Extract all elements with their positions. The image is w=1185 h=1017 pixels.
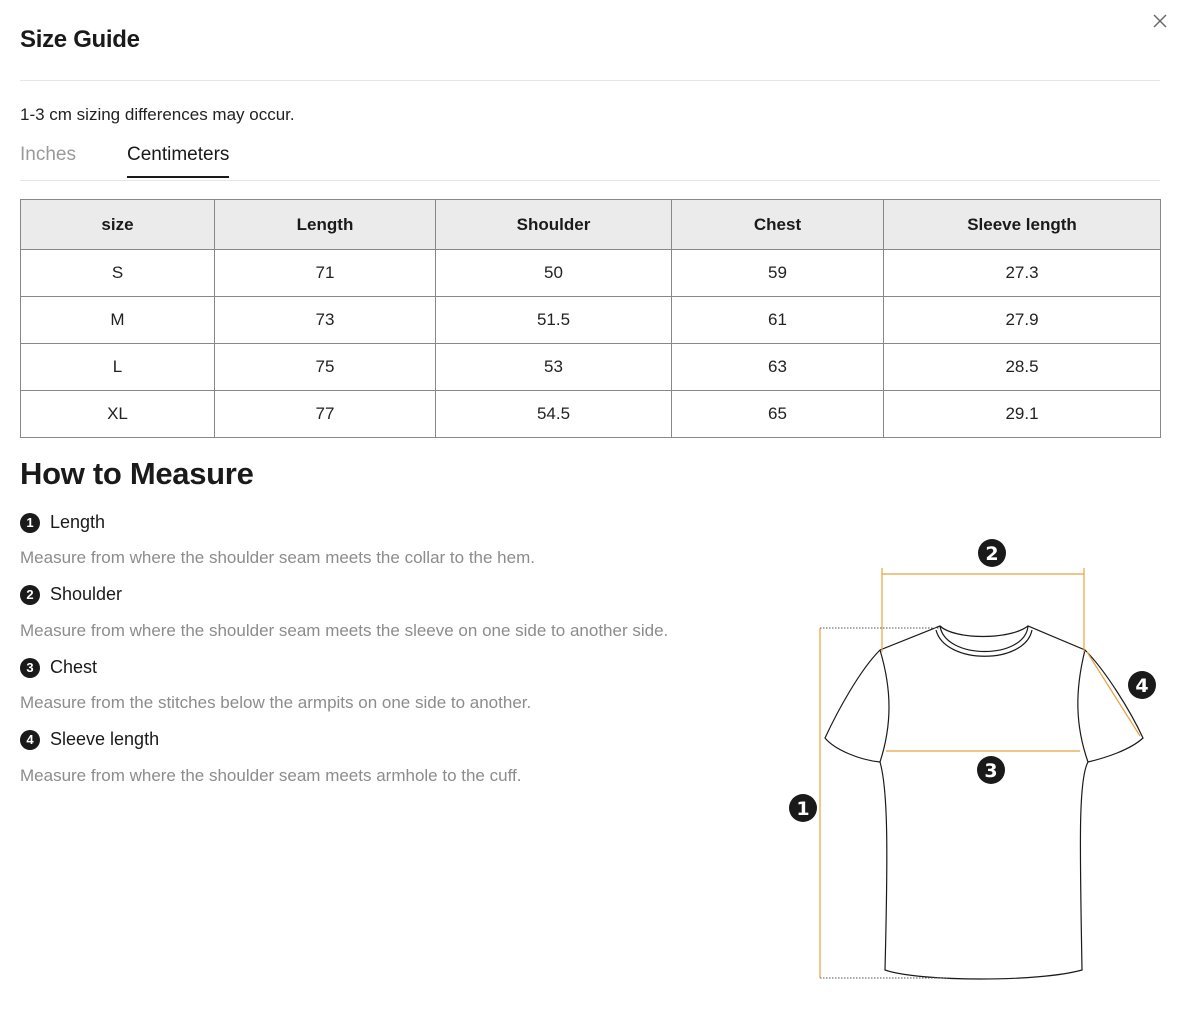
- cell-length: 77: [215, 391, 436, 438]
- cell-size: M: [21, 297, 215, 344]
- step-label: Chest: [50, 657, 98, 677]
- number-badge-icon: 3: [20, 658, 40, 678]
- step-shoulder: [20, 584, 122, 605]
- modal-title: Size Guide: [20, 26, 140, 53]
- cell-sleeve-length: 27.9: [884, 297, 1161, 344]
- diagram-label-2: [978, 539, 1006, 567]
- svg-text:4: 4: [1135, 675, 1149, 697]
- cell-size: S: [21, 250, 215, 297]
- step-length: [20, 512, 105, 533]
- cell-length: 71: [215, 250, 436, 297]
- tab-inches[interactable]: Inches: [20, 144, 76, 165]
- step-label: Sleeve length: [50, 729, 160, 749]
- header-size: size: [21, 200, 215, 250]
- svg-text:1: 1: [796, 798, 810, 820]
- table-header-row: [21, 200, 1161, 250]
- unit-tabs: [20, 144, 280, 178]
- tab-centimeters[interactable]: Centimeters: [127, 144, 229, 178]
- number-badge-icon: 2: [20, 585, 40, 605]
- diagram-label-3: [977, 756, 1005, 784]
- cell-chest: 65: [672, 391, 884, 438]
- number-badge-icon: 4: [20, 730, 40, 750]
- header-chest: Chest: [672, 200, 884, 250]
- cell-shoulder: 51.5: [436, 297, 672, 344]
- step-description: Measure from where the shoulder seam meets the collar to the hem.: [20, 548, 535, 567]
- tshirt-outline-icon: [825, 626, 1143, 979]
- step-label: Length: [50, 512, 106, 532]
- step-description: Measure from where the shoulder seam meets armhole to the cuff.: [20, 766, 522, 785]
- cell-length: 73: [215, 297, 436, 344]
- size-table: [20, 199, 1161, 438]
- cell-chest: 63: [672, 344, 884, 391]
- cell-sleeve-length: 29.1: [884, 391, 1161, 438]
- cell-chest: 59: [672, 250, 884, 297]
- svg-text:3: 3: [984, 760, 998, 782]
- svg-text:2: 2: [985, 543, 999, 565]
- cell-sleeve-length: 28.5: [884, 344, 1161, 391]
- table-row: [21, 391, 1161, 438]
- table-row: [21, 250, 1161, 297]
- cell-shoulder: 54.5: [436, 391, 672, 438]
- header-length: Length: [215, 200, 436, 250]
- table-row: [21, 297, 1161, 344]
- cell-size: L: [21, 344, 215, 391]
- cell-size: XL: [21, 391, 215, 438]
- header-divider: [20, 80, 1160, 81]
- cell-sleeve-length: 27.3: [884, 250, 1161, 297]
- header-sleeve-length: Sleeve length: [884, 200, 1161, 250]
- diagram-label-1: [789, 794, 817, 822]
- cell-chest: 61: [672, 297, 884, 344]
- diagram-label-4: [1128, 671, 1156, 699]
- step-label: Shoulder: [50, 584, 123, 604]
- tabs-divider: [20, 180, 1160, 181]
- how-to-measure-title: How to Measure: [20, 456, 254, 491]
- step-sleeve-length: [20, 729, 159, 750]
- step-description: Measure from where the shoulder seam meets the sleeve on one side to another side.: [20, 621, 669, 640]
- step-chest: [20, 657, 97, 678]
- cell-shoulder: 50: [436, 250, 672, 297]
- step-description: Measure from the stitches below the armpits on one side to another.: [20, 693, 532, 712]
- close-icon: [1150, 11, 1170, 31]
- close-button[interactable]: [1150, 11, 1170, 31]
- cell-length: 75: [215, 344, 436, 391]
- header-shoulder: Shoulder: [436, 200, 672, 250]
- sizing-note: 1-3 cm sizing differences may occur.: [20, 105, 295, 124]
- tshirt-diagram: [780, 530, 1160, 990]
- table-row: [21, 344, 1161, 391]
- number-badge-icon: 1: [20, 513, 40, 533]
- cell-shoulder: 53: [436, 344, 672, 391]
